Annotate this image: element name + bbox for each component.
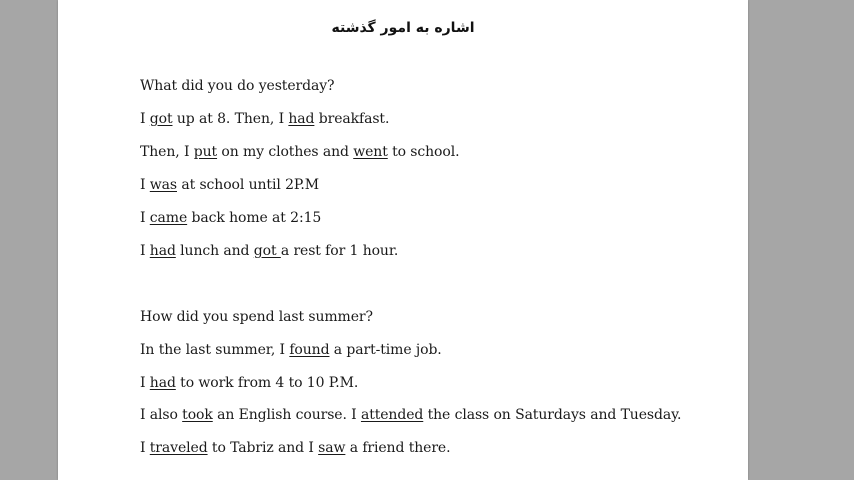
sentence-line [140, 144, 459, 160]
underlined-verb: put [193, 144, 218, 160]
sentence-text: I also [140, 407, 183, 423]
page-title: اشاره به امور گذشته [331, 20, 475, 36]
sentence-line [140, 111, 389, 127]
sentence-text: to work from 4 to 10 P.M. [175, 375, 359, 391]
underlined-verb: traveled [149, 440, 208, 456]
underlined-verb: got [149, 111, 173, 127]
sentence-text: on my clothes and [217, 144, 354, 160]
sentence-line [140, 243, 398, 259]
underlined-verb: saw [318, 440, 346, 456]
underlined-verb: got [253, 243, 281, 259]
underlined-verb: went [353, 144, 388, 160]
sentence-text: back home at 2:15 [187, 210, 322, 226]
sentence-text: up at 8. Then, I [172, 111, 289, 127]
document-page [58, 0, 748, 480]
sentence-text: to Tabriz and I [207, 440, 319, 456]
sentence-text: breakfast. [314, 111, 390, 127]
sentence-text: I [140, 111, 150, 127]
sentence-line [140, 375, 358, 391]
sentence-text: In the last summer, I [140, 342, 290, 358]
sentence-text: lunch and [175, 243, 254, 259]
sentence-line [140, 342, 442, 358]
underlined-verb: had [288, 111, 315, 127]
sentence-line [140, 177, 319, 193]
underlined-verb: had [149, 375, 176, 391]
sentence-line [140, 210, 321, 226]
underlined-verb: came [149, 210, 188, 226]
sentence-text: a rest for 1 hour. [280, 243, 399, 259]
sentence-text: Then, I [140, 144, 194, 160]
sentence-text: I [140, 243, 150, 259]
underlined-verb: attended [360, 407, 424, 423]
sentence-line [140, 440, 450, 456]
question-yesterday: What did you do yesterday? [140, 78, 335, 94]
sentence-text: I [140, 440, 150, 456]
sentence-text: the class on Saturdays and Tuesday. [423, 407, 682, 423]
sentence-text: to school. [387, 144, 460, 160]
sentence-text: I [140, 177, 150, 193]
sentence-text: I [140, 375, 150, 391]
sentence-text: an English course. I [212, 407, 361, 423]
question-last-summer: How did you spend last summer? [140, 309, 373, 325]
underlined-verb: found [289, 342, 330, 358]
sentence-text: I [140, 210, 150, 226]
sentence-text: at school until 2P.M [177, 177, 319, 193]
underlined-verb: was [149, 177, 177, 193]
underlined-verb: had [149, 243, 176, 259]
sentence-text: a part-time job. [329, 342, 442, 358]
sentence-text: a friend there. [345, 440, 451, 456]
sentence-line [140, 407, 681, 423]
underlined-verb: took [182, 407, 213, 423]
